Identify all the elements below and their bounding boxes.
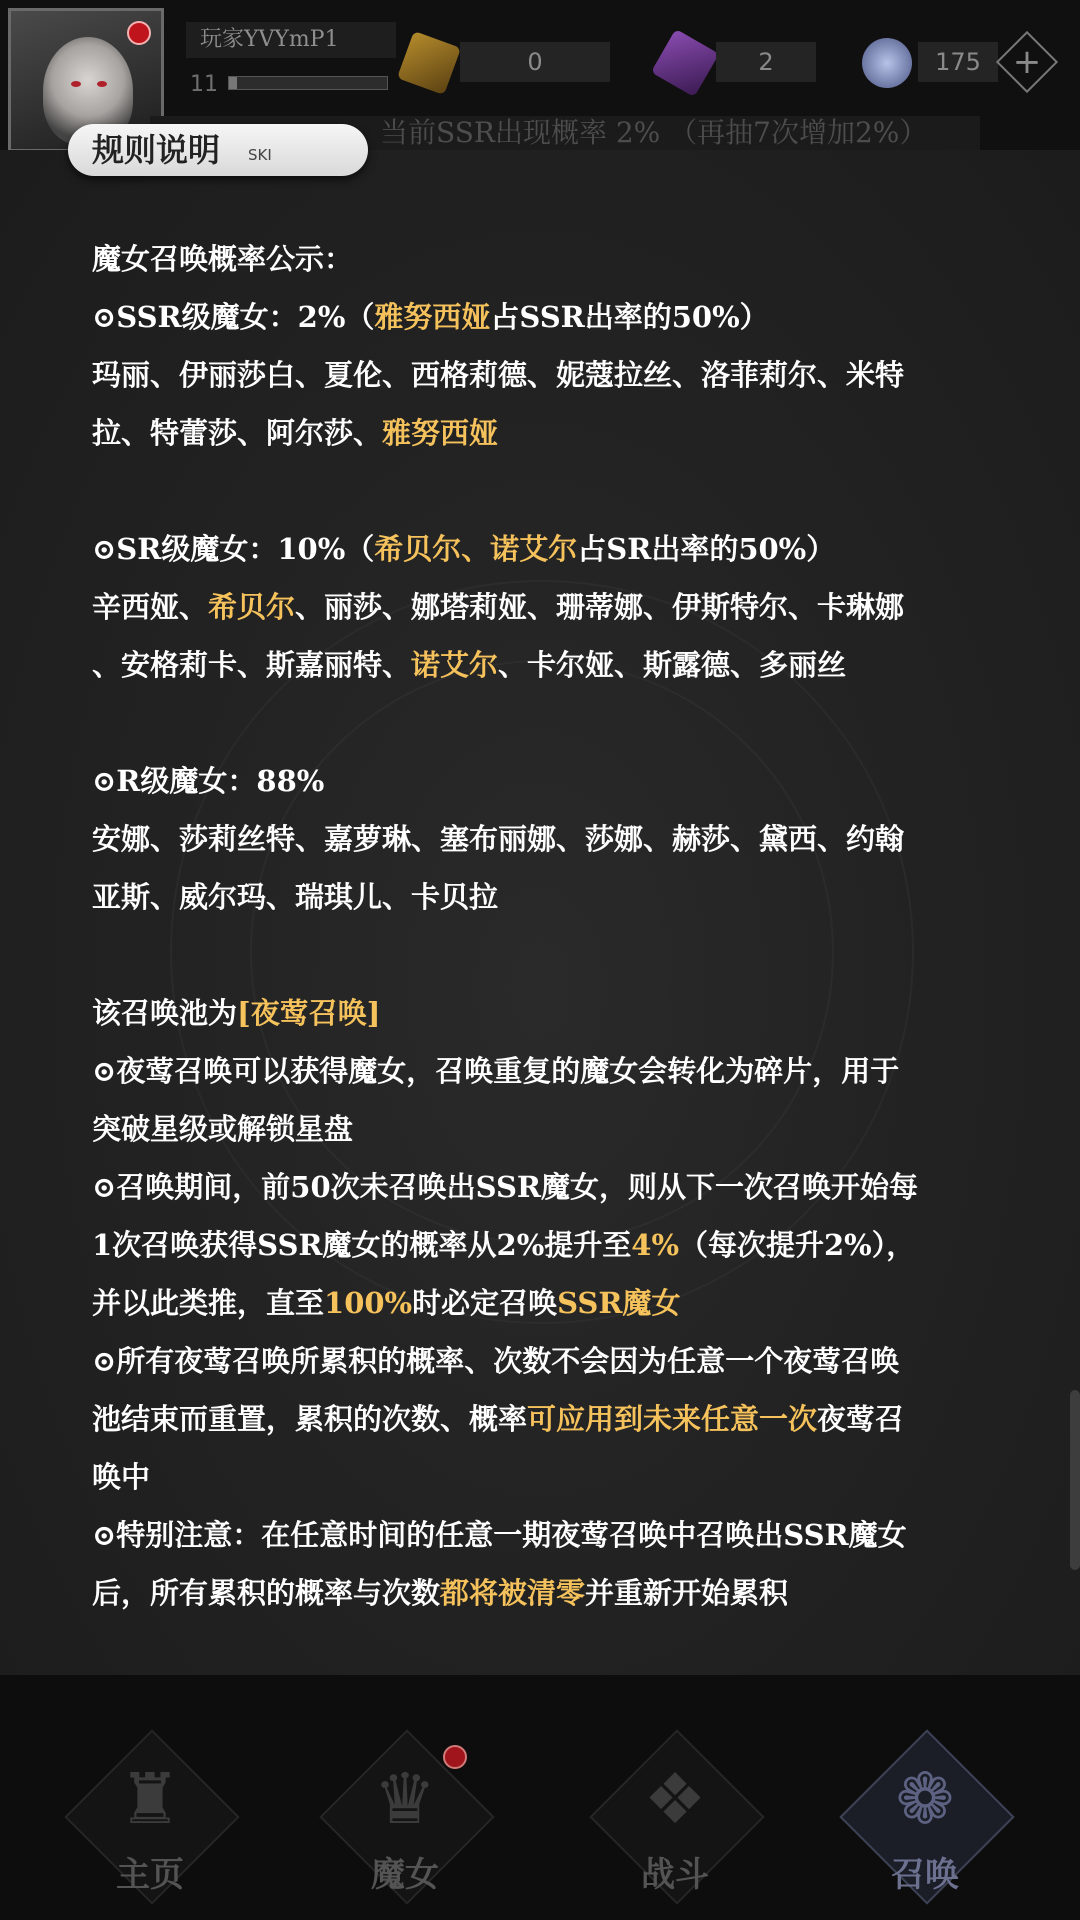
rules-line <box>92 810 1012 868</box>
rules-text-segment: 拉、特蕾莎、阿尔莎、 <box>92 416 383 450</box>
rules-line <box>92 1390 1012 1448</box>
rules-line <box>92 752 1012 810</box>
rules-line <box>92 1100 1012 1158</box>
currency-gem-value: 175 <box>918 42 998 82</box>
nav-tab-witch[interactable] <box>315 1735 495 1915</box>
rules-text <box>92 230 1012 1622</box>
rules-line <box>92 288 1012 346</box>
rules-line <box>92 1158 1012 1216</box>
rules-text-segment: 唤中 <box>92 1460 151 1494</box>
highlight-text: 雅努西娅 <box>382 416 499 450</box>
rules-text-segment: 并重新开始累积 <box>585 1576 789 1610</box>
rules-title-sub: SKI <box>248 146 272 164</box>
rules-text-segment: 1次召唤获得SSR魔女的概率从2%提升至 <box>92 1228 632 1262</box>
rules-line <box>92 1506 1012 1564</box>
scrollbar[interactable] <box>1070 1390 1080 1570</box>
gold-card-icon <box>397 31 461 95</box>
rules-line <box>92 984 1012 1042</box>
highlight-text: 诺艾尔 <box>411 648 499 682</box>
currency-gold-value: 0 <box>460 42 610 82</box>
player-name: 玩家YVYmP1 <box>186 22 396 58</box>
rules-text-segment: 占SR出率的50%） <box>577 532 836 566</box>
rules-line <box>92 636 1012 694</box>
witch-icon: ♛ <box>373 1758 437 1840</box>
rules-text-segment: 、卡尔娅、斯露德、多丽丝 <box>498 648 847 682</box>
rules-text-segment: 亚斯、威尔玛、瑞琪儿、卡贝拉 <box>92 880 499 914</box>
rules-line <box>92 1216 1012 1274</box>
rules-text-segment: ⊙SR级魔女：10%（ <box>92 532 375 566</box>
castle-icon: ♜ <box>118 1758 182 1840</box>
nav-tab-home[interactable] <box>60 1735 240 1915</box>
rules-line <box>92 1564 1012 1622</box>
avatar-eye-left <box>71 81 81 87</box>
highlight-text: 希贝尔、诺艾尔 <box>374 532 578 566</box>
notification-badge <box>443 1745 467 1769</box>
rules-title-badge <box>68 124 368 176</box>
rules-text-segment: 辛西娅、 <box>92 590 209 624</box>
currency-purple-value: 2 <box>716 42 816 82</box>
rules-text-segment: ⊙特别注意：在任意时间的任意一期夜莺召唤中召唤出SSR魔女 <box>92 1518 907 1552</box>
rules-line <box>92 404 1012 462</box>
highlight-text: [夜莺召唤] <box>237 996 381 1030</box>
rules-text-segment: 、安格莉卡、斯嘉丽特、 <box>92 648 412 682</box>
highlight-text: SSR魔女 <box>557 1286 681 1320</box>
purple-card-icon <box>651 29 719 97</box>
rules-line <box>92 868 1012 926</box>
rules-text-segment: 占SSR出率的50%） <box>490 300 769 334</box>
rules-line <box>92 346 1012 404</box>
rules-text-segment: 魔女召唤概率公示： <box>92 242 354 276</box>
rules-text-segment: 该召唤池为 <box>92 996 238 1030</box>
avatar-eye-right <box>97 81 107 87</box>
rules-blank-line <box>92 462 1012 520</box>
avatar-notification-badge <box>127 21 151 45</box>
rules-text-segment: 时必定召唤 <box>412 1286 558 1320</box>
gem-icon <box>862 38 912 88</box>
nav-label: 战斗 <box>641 1855 709 1895</box>
rules-blank-line <box>92 694 1012 752</box>
player-level: 11 <box>190 72 218 97</box>
rules-text-segment: 夜莺召 <box>817 1402 905 1436</box>
rules-text-segment: ⊙夜莺召唤可以获得魔女，召唤重复的魔女会转化为碎片，用于 <box>92 1054 900 1088</box>
rules-line <box>92 230 1012 288</box>
rules-blank-line <box>92 926 1012 984</box>
rules-text-segment: 并以此类推，直至 <box>92 1286 325 1320</box>
rules-line <box>92 520 1012 578</box>
rules-line <box>92 578 1012 636</box>
rose-icon: ❁ <box>895 1758 955 1840</box>
bottom-nav <box>0 1675 1080 1920</box>
rules-text-segment: 池结束而重置，累积的次数、概率 <box>92 1402 528 1436</box>
rules-text-segment: ⊙R级魔女：88% <box>92 764 325 798</box>
highlight-text: 100% <box>324 1286 413 1320</box>
rules-text-segment: 后，所有累积的概率与次数 <box>92 1576 441 1610</box>
rules-text-segment: （每次提升2%）， <box>679 1228 916 1262</box>
add-currency-button[interactable] <box>996 31 1058 93</box>
highlight-text: 4% <box>631 1228 679 1262</box>
rules-text-segment: ⊙所有夜莺召唤所累积的概率、次数不会因为任意一个夜莺召唤 <box>92 1344 900 1378</box>
rules-text-segment: 玛丽、伊丽莎白、夏伦、西格莉德、妮蔻拉丝、洛菲莉尔、米特 <box>92 358 905 392</box>
rules-text-segment: 突破星级或解锁星盘 <box>92 1112 354 1146</box>
rules-line <box>92 1274 1012 1332</box>
rules-title: 规则说明 <box>92 131 221 169</box>
ssr-rate-strip: 当前SSR出现概率 2% （再抽7次增加2%） <box>150 116 980 150</box>
rules-text-segment: ⊙召唤期间，前50次未召唤出SSR魔女，则从下一次召唤开始每 <box>92 1170 919 1204</box>
nav-tab-summon[interactable] <box>835 1735 1015 1915</box>
rules-line <box>92 1448 1012 1506</box>
highlight-text: 可应用到未来任意一次 <box>527 1402 818 1436</box>
rules-text-segment: 安娜、莎莉丝特、嘉萝琳、塞布丽娜、莎娜、赫莎、黛西、约翰 <box>92 822 905 856</box>
plus-icon: + <box>1012 42 1042 82</box>
rules-text-segment: 、丽莎、娜塔莉娅、珊蒂娜、伊斯特尔、卡琳娜 <box>295 590 905 624</box>
nav-label: 召唤 <box>891 1855 959 1895</box>
highlight-text: 都将被清零 <box>440 1576 586 1610</box>
highlight-text: 雅努西娅 <box>374 300 491 334</box>
nav-label: 主页 <box>116 1855 184 1895</box>
highlight-text: 希贝尔 <box>208 590 296 624</box>
rules-text-segment: ⊙SSR级魔女：2%（ <box>92 300 375 334</box>
rules-line <box>92 1042 1012 1100</box>
exp-bar <box>228 76 388 90</box>
nav-tab-battle[interactable] <box>585 1735 765 1915</box>
nav-label: 魔女 <box>371 1855 439 1895</box>
book-icon: ❖ <box>643 1758 707 1840</box>
exp-bar-fill <box>229 77 237 89</box>
rules-line <box>92 1332 1012 1390</box>
